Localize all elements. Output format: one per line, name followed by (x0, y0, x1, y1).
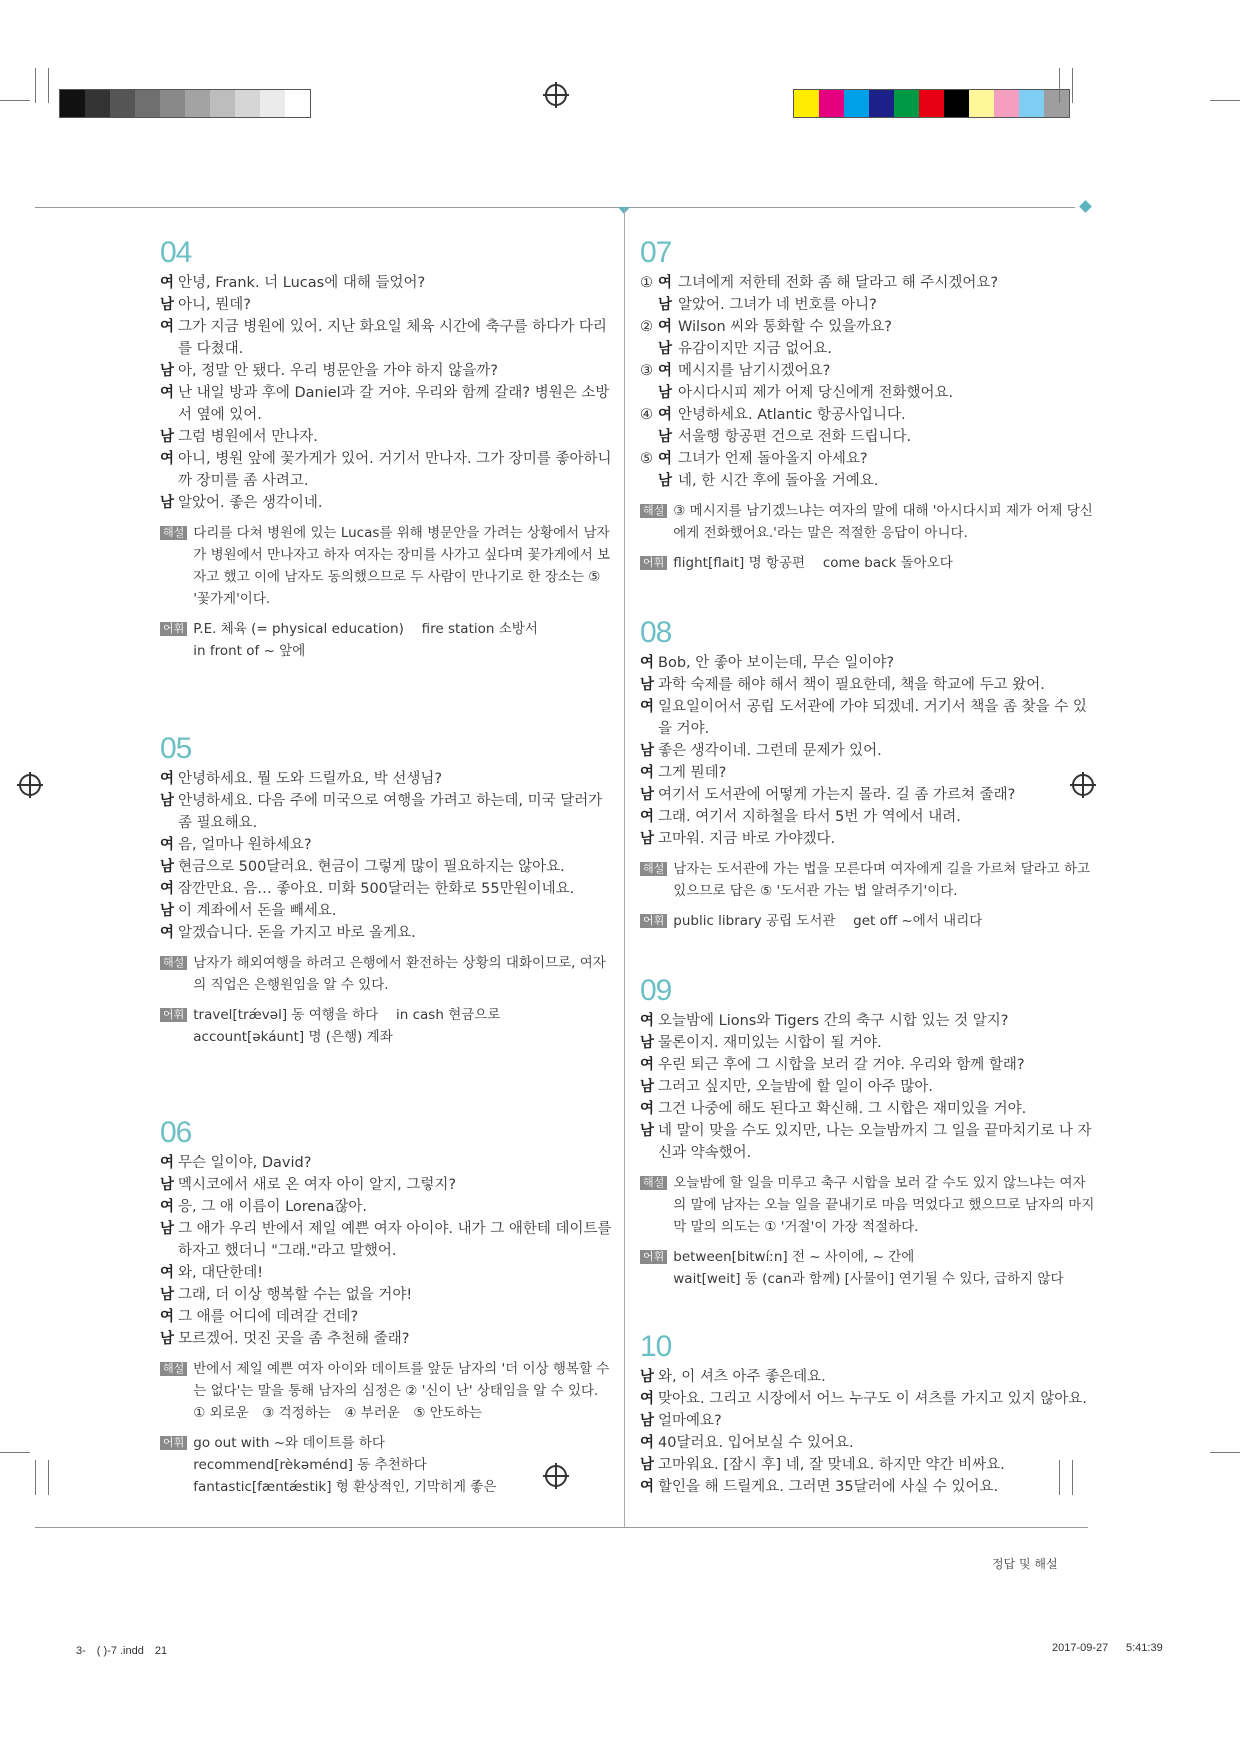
dialogue-text: 물론이지. 재미있는 시합이 될 거야. (658, 1035, 882, 1051)
dialogue-line (160, 1174, 615, 1196)
question-number: 04 (160, 236, 192, 269)
dialogue-line (640, 316, 1095, 338)
explanation-tag: 해설 (160, 526, 187, 540)
crop-mark (1072, 68, 1073, 103)
dialogue-line (640, 294, 1095, 316)
dialogue-line (640, 470, 1095, 492)
dialogue-text: 그 애를 어디에 데려갈 건데? (178, 1309, 359, 1325)
question-number: 07 (640, 236, 672, 269)
speaker-label: 남 (658, 297, 673, 313)
dialogue-line (160, 1218, 615, 1262)
speaker-label: 남 (658, 429, 673, 445)
speaker-label: 남 (160, 793, 175, 809)
speaker-label: 여 (160, 925, 175, 941)
color-swatch (969, 90, 994, 117)
vocabulary (160, 1004, 615, 1048)
dialogue-line (160, 834, 615, 856)
dialogue-line (640, 382, 1095, 404)
crop-mark (1210, 100, 1240, 101)
speaker-label: 남 (640, 831, 655, 847)
dialogue-line (640, 1032, 1095, 1054)
right-column (640, 236, 1095, 1498)
dialogue-line (160, 1284, 615, 1306)
explanation-tag: 해설 (160, 1362, 187, 1376)
dialogue-text: 일요일이어서 공립 도서관에 가야 되겠네. 거기서 책을 좀 찾을 수 있을 거야. (658, 699, 1087, 737)
dialogue-line (160, 272, 615, 294)
dialogue-text: 모르겠어. 멋진 곳을 좀 추천해 줄래? (178, 1331, 410, 1347)
vocabulary-tag: 어휘 (160, 622, 187, 636)
vocabulary-tag: 어휘 (160, 1436, 187, 1450)
gray-swatch (135, 90, 160, 117)
speaker-label: 남 (640, 743, 655, 759)
dialogue-line (640, 1454, 1095, 1476)
dialogue-text: 여기서 도서관에 어떻게 가는지 몰라. 길 좀 가르쳐 줄래? (658, 787, 1016, 803)
section-08 (640, 616, 1095, 932)
vocabulary (160, 618, 615, 662)
vocabulary-line: in front of ~ 앞에 (193, 643, 306, 659)
speaker-label: 남 (160, 1221, 175, 1237)
gray-swatch (210, 90, 235, 117)
crop-mark (48, 1460, 49, 1495)
speaker-label: 여 (640, 809, 655, 825)
speaker-label: 여 (640, 1479, 655, 1495)
speaker-label: 남 (160, 1287, 175, 1303)
speaker-label: 남 (640, 787, 655, 803)
dialogue-text: 그래, 더 이상 행복할 수는 없을 거야! (178, 1287, 413, 1303)
left-column (160, 236, 615, 1498)
speaker-label: 남 (160, 495, 175, 511)
vocabulary-line: recommend[rèkəménd] 동 추천하다 (193, 1457, 427, 1473)
question-number: 08 (640, 616, 672, 649)
dialogue-line (640, 696, 1095, 740)
dialogue-line (640, 828, 1095, 850)
explanation-tag: 해설 (640, 862, 667, 876)
dialogue-line (640, 1410, 1095, 1432)
speaker-label: 여 (160, 837, 175, 853)
speaker-label: 남 (160, 859, 175, 875)
speaker-label: 남 (160, 1331, 175, 1347)
dialogue-line (160, 1152, 615, 1174)
dialogue-line (160, 856, 615, 878)
page-label: 정답 및 해설 (992, 1557, 1058, 1571)
option-number: ① (640, 275, 653, 291)
option-number: ③ (640, 363, 653, 379)
dialogue (160, 272, 615, 514)
dialogue-text: 아니, 병원 앞에 꽃가게가 있어. 거기서 만나자. 그가 장미를 좋아하니까 장미를 좀 사려고. (178, 451, 612, 489)
vocabulary-tag: 어휘 (160, 1008, 187, 1022)
dialogue-text: 오늘밤에 Lions와 Tigers 간의 축구 시합 있는 것 알지? (658, 1013, 1009, 1029)
color-swatch (894, 90, 919, 117)
dialogue (640, 652, 1095, 850)
vocabulary-line: flight[flait] 명 항공편 come back 돌아오다 (673, 555, 953, 571)
dialogue-line (640, 806, 1095, 828)
dialogue-text: 알았어. 좋은 생각이네. (178, 495, 323, 511)
speaker-label: 남 (640, 1035, 655, 1051)
dialogue-text: 난 내일 방과 후에 Daniel과 갈 거야. 우리와 함께 갈래? 병원은 소방서 옆에 있어. (178, 385, 610, 423)
dialogue-text: 고마워. 지금 바로 가야겠다. (658, 831, 836, 847)
explanation-text: 반에서 제일 예쁜 여자 아이와 데이트를 앞둔 남자의 '더 이상 행복할 수는 없다'는 말을 통해 남자의 심정은 ② '신이 난' 상태임을 알 수 있다. (193, 1361, 610, 1399)
explanation-text: 오늘밤에 할 일을 미루고 축구 시합을 보러 갈 수도 있지 않느냐는 여자의 말에 남자는 오늘 일을 끝내기로 마음 먹었다고 했으므로 남자의 마지막 말의 의도는 ① '거절'이 가장 적절하다. (673, 1175, 1095, 1235)
section-06 (160, 1116, 615, 1498)
dialogue (640, 1366, 1095, 1498)
dialogue-text: 유감이지만 지금 없어요. (678, 341, 832, 357)
dialogue-text: 응, 그 애 이름이 Lorena잖아. (178, 1199, 368, 1215)
dialogue-line (160, 900, 615, 922)
explanation-text: ③ 메시지를 남기겠느냐는 여자의 말에 대해 '아시다시피 제가 어제 당신에게 전화했어요.'라는 말은 적절한 응답이 아니다. (673, 503, 1093, 541)
dialogue-line (160, 1196, 615, 1218)
dialogue-text: 알았어. 그녀가 네 번호를 아니? (678, 297, 877, 313)
speaker-label: 남 (640, 677, 655, 693)
dialogue-text: 고마워요. [잠시 후] 네, 잘 맞네요. 하지만 약간 비싸요. (658, 1457, 1005, 1473)
speaker-label: 여 (658, 319, 673, 335)
footer-file: 3- ( )-7 .indd 21 (76, 1645, 168, 1657)
crop-mark (0, 1452, 30, 1453)
dialogue-text: 좋은 생각이네. 그런데 문제가 있어. (658, 743, 882, 759)
dialogue-line (640, 1054, 1095, 1076)
dialogue-line (640, 272, 1095, 294)
dialogue-line (640, 1388, 1095, 1410)
vocabulary-line: wait[weit] 동 (can과 함께) [사물이] 연기될 수 있다, 급하지 않다 (673, 1271, 1064, 1287)
dialogue-text: 40달러요. 입어보실 수 있어요. (658, 1435, 854, 1451)
vocabulary-tag: 어휘 (640, 914, 667, 928)
vocabulary (160, 1432, 615, 1498)
dialogue-line (640, 740, 1095, 762)
speaker-label: 남 (160, 297, 175, 313)
dialogue-text: 그건 나중에 해도 된다고 확신해. 그 시합은 재미있을 거야. (658, 1101, 1027, 1117)
dialogue-text: 과학 숙제를 해야 해서 책이 필요한데, 책을 학교에 두고 왔어. (658, 677, 1045, 693)
color-swatch (994, 90, 1019, 117)
speaker-label: 여 (160, 771, 175, 787)
registration-mark-top (545, 84, 567, 106)
color-swatch (1019, 90, 1044, 117)
vocabulary (640, 552, 1095, 574)
section-04 (160, 236, 615, 662)
dialogue-line (640, 1076, 1095, 1098)
color-swatch (944, 90, 969, 117)
option-number: ④ (640, 407, 653, 423)
speaker-label: 남 (640, 1413, 655, 1429)
dialogue-line (160, 922, 615, 944)
section-09 (640, 974, 1095, 1290)
explanation (640, 858, 1095, 902)
vocabulary-tag: 어휘 (640, 556, 667, 570)
section-10 (640, 1330, 1095, 1498)
color-swatch (869, 90, 894, 117)
speaker-label: 남 (658, 385, 673, 401)
question-number: 06 (160, 1116, 192, 1149)
explanation-choices: ① 외로운 ③ 걱정하는 ④ 부러운 ⑤ 안도하는 (193, 1405, 482, 1421)
vocabulary-line: fantastic[fæntǽstik] 형 환상적인, 기막히게 좋은 (193, 1479, 497, 1495)
question-number: 05 (160, 732, 192, 765)
gray-swatch (160, 90, 185, 117)
dialogue-line (160, 492, 615, 514)
vocabulary-line: travel[trǽvəl] 동 여행을 하다 in cash 현금으로 (193, 1007, 501, 1023)
speaker-label: 여 (640, 765, 655, 781)
dialogue-text: Wilson 씨와 통화할 수 있을까요? (678, 319, 892, 335)
bottom-rule (35, 1527, 1088, 1528)
speaker-label: 남 (640, 1079, 655, 1095)
speaker-label: 여 (160, 1155, 175, 1171)
gray-swatch (285, 90, 310, 117)
dialogue-text: 멕시코에서 새로 온 여자 아이 알지, 그렇지? (178, 1177, 457, 1193)
vocabulary-tag: 어휘 (640, 1250, 667, 1264)
question-number: 10 (640, 1330, 672, 1363)
dialogue-text: 와, 이 셔츠 아주 좋은데요. (658, 1369, 826, 1385)
crop-mark (0, 100, 30, 101)
dialogue-text: 할인을 해 드릴게요. 그러면 35달러에 사실 수 있어요. (658, 1479, 999, 1495)
speaker-label: 여 (640, 1435, 655, 1451)
explanation (160, 952, 615, 996)
dialogue (640, 1010, 1095, 1164)
explanation (640, 1172, 1095, 1238)
speaker-label: 남 (640, 1123, 655, 1139)
footer-date: 2017-09-27 (1052, 1642, 1109, 1654)
dialogue-line (640, 1010, 1095, 1032)
dialogue-text: 얼마예요? (658, 1413, 722, 1429)
vocabulary-line: public library 공립 도서관 get off ~에서 내리다 (673, 913, 983, 929)
gray-swatch (85, 90, 110, 117)
dialogue-text: 와, 대단한데! (178, 1265, 264, 1281)
explanation-text: 남자는 도서관에 가는 법을 모른다며 여자에게 길을 가르쳐 달라고 하고 있으므로 답은 ⑤ '도서관 가는 법 알려주기'이다. (673, 861, 1091, 899)
dialogue-text: 잠깐만요. 음… 좋아요. 미화 500달러는 한화로 55만원이네요. (178, 881, 575, 897)
vocabulary (640, 910, 1095, 932)
dialogue-line (160, 1262, 615, 1284)
dialogue (160, 768, 615, 944)
dialogue-line (640, 652, 1095, 674)
explanation-tag: 해설 (160, 956, 187, 970)
dialogue-text: 네, 한 시간 후에 돌아올 거예요. (678, 473, 879, 489)
dialogue-text: 그녀가 언제 돌아올지 아세요? (678, 451, 868, 467)
speaker-label: 여 (658, 407, 673, 423)
speaker-label: 남 (658, 473, 673, 489)
dialogue-text: Bob, 안 좋아 보이는데, 무슨 일이야? (658, 655, 895, 671)
dialogue-text: 그래. 여기서 지하철을 타서 5번 가 역에서 내려. (658, 809, 961, 825)
question-number: 09 (640, 974, 672, 1007)
dialogue-text: 안녕하세요. 다음 주에 미국으로 여행을 가려고 하는데, 미국 달러가 좀 필요해요. (178, 793, 603, 831)
explanation (160, 1358, 615, 1424)
dialogue-text: 메시지를 남기시겠어요? (678, 363, 831, 379)
explanation-tag: 해설 (640, 504, 667, 518)
dialogue-options (640, 272, 1095, 492)
vocabulary-line: P.E. 체육 (= physical education) fire station 소방서 (193, 621, 538, 637)
dialogue-text: 서울행 항공편 건으로 전화 드립니다. (678, 429, 912, 445)
dialogue (160, 1152, 615, 1350)
color-swatch (819, 90, 844, 117)
dialogue-line (160, 1306, 615, 1328)
dialogue-text: 알겠습니다. 돈을 가지고 바로 올게요. (178, 925, 416, 941)
speaker-label: 여 (640, 655, 655, 671)
explanation (640, 500, 1095, 544)
speaker-label: 여 (640, 1391, 655, 1407)
grayscale-bar (59, 89, 311, 118)
dialogue-text: 안녕하세요. Atlantic 항공사입니다. (678, 407, 906, 423)
color-swatch (919, 90, 944, 117)
gray-swatch (185, 90, 210, 117)
top-rule-diamond (1079, 200, 1092, 213)
gray-swatch (260, 90, 285, 117)
gray-swatch (235, 90, 260, 117)
dialogue-line (160, 448, 615, 492)
dialogue-line (160, 878, 615, 900)
dialogue-text: 그럼 병원에서 만나자. (178, 429, 318, 445)
dialogue-text: 아시다시피 제가 어제 당신에게 전화했어요. (678, 385, 954, 401)
vocabulary (640, 1246, 1095, 1290)
dialogue-text: 그녀에게 저한테 전화 좀 해 달라고 해 주시겠어요? (678, 275, 999, 291)
dialogue-line (160, 790, 615, 834)
dialogue-line (160, 294, 615, 316)
speaker-label: 여 (658, 275, 673, 291)
footer-time: 5:41:39 (1126, 1642, 1163, 1654)
dialogue-line (640, 360, 1095, 382)
speaker-label: 여 (160, 881, 175, 897)
dialogue-line (640, 674, 1095, 696)
dialogue-text: 음, 얼마나 원하세요? (178, 837, 312, 853)
section-07 (640, 236, 1095, 574)
color-bar (793, 89, 1070, 118)
dialogue-text: 아니, 뭔데? (178, 297, 251, 313)
speaker-label: 남 (640, 1369, 655, 1385)
speaker-label: 여 (160, 1309, 175, 1325)
column-divider (624, 208, 625, 1528)
speaker-label: 여 (160, 275, 175, 291)
dialogue-text: 현금으로 500달러요. 현금이 그렇게 많이 필요하지는 않아요. (178, 859, 565, 875)
explanation (160, 522, 615, 610)
dialogue-line (160, 768, 615, 790)
dialogue-line (640, 784, 1095, 806)
explanation-text: 남자가 해외여행을 하려고 은행에서 환전하는 상황의 대화이므로, 여자의 직업은 은행원임을 알 수 있다. (193, 955, 606, 993)
crop-mark (48, 68, 49, 103)
vocabulary-line: account[əkáunt] 명 (은행) 계좌 (193, 1029, 393, 1045)
dialogue-line (640, 1120, 1095, 1164)
gray-swatch (60, 90, 85, 117)
dialogue-line (640, 448, 1095, 470)
dialogue-text: 이 계좌에서 돈을 빼세요. (178, 903, 337, 919)
dialogue-line (160, 426, 615, 448)
dialogue-line (640, 1432, 1095, 1454)
dialogue-line (160, 360, 615, 382)
speaker-label: 여 (658, 363, 673, 379)
speaker-label: 여 (640, 1057, 655, 1073)
speaker-label: 여 (640, 1101, 655, 1117)
dialogue-text: 무슨 일이야, David? (178, 1155, 312, 1171)
dialogue-text: 그가 지금 병원에 있어. 지난 화요일 체육 시간에 축구를 하다가 다리를 다쳤대. (178, 319, 607, 357)
speaker-label: 남 (658, 341, 673, 357)
speaker-label: 여 (160, 1265, 175, 1281)
speaker-label: 여 (160, 451, 175, 467)
dialogue-line (160, 1328, 615, 1350)
speaker-label: 여 (160, 319, 175, 335)
speaker-label: 남 (640, 1457, 655, 1473)
dialogue-text: 우린 퇴근 후에 그 시합을 보러 갈 거야. 우리와 함께 할래? (658, 1057, 1025, 1073)
gray-swatch (110, 90, 135, 117)
speaker-label: 여 (160, 1199, 175, 1215)
dialogue-line (640, 1366, 1095, 1388)
dialogue-line (640, 762, 1095, 784)
crop-mark (1210, 1452, 1240, 1453)
dialogue-line (160, 316, 615, 360)
dialogue-line (640, 1476, 1095, 1498)
explanation-text: 다리를 다쳐 병원에 있는 Lucas를 위해 병문안을 가려는 상황에서 남자가 병원에서 만나자고 하자 여자는 장미를 사가고 싶다며 꽃가게에서 보자고 했고 이에 남자도 동의했으므로 두 사람이 만나기로 한 장소는 ⑤ '꽃가게'이다. (193, 525, 611, 607)
dialogue-line (160, 382, 615, 426)
dialogue-text: 네 말이 맞을 수도 있지만, 나는 오늘밤까지 그 일을 끝마치기로 나 자신과 약속했어. (658, 1123, 1092, 1161)
dialogue-text: 그러고 싶지만, 오늘밤에 할 일이 아주 많아. (658, 1079, 933, 1095)
dialogue-text: 아, 정말 안 됐다. 우리 병문안을 가야 하지 않을까? (178, 363, 498, 379)
option-number: ② (640, 319, 653, 335)
speaker-label: 여 (658, 451, 673, 467)
option-number: ⑤ (640, 451, 653, 467)
speaker-label: 여 (160, 385, 175, 401)
explanation-tag: 해설 (640, 1176, 667, 1190)
dialogue-line (640, 404, 1095, 426)
crop-mark (35, 68, 36, 103)
dialogue-line (640, 1098, 1095, 1120)
crop-mark (1059, 68, 1060, 103)
dialogue-text: 안녕, Frank. 너 Lucas에 대해 들었어? (178, 275, 426, 291)
speaker-label: 남 (160, 363, 175, 379)
vocabulary-line: between[bitwíːn] 전 ~ 사이에, ~ 간에 (673, 1249, 915, 1265)
dialogue-text: 그게 뭔데? (658, 765, 727, 781)
color-swatch (844, 90, 869, 117)
speaker-label: 남 (160, 1177, 175, 1193)
color-swatch (1044, 90, 1069, 117)
section-05 (160, 732, 615, 1048)
dialogue-line (640, 338, 1095, 360)
dialogue-line (640, 426, 1095, 448)
speaker-label: 여 (640, 699, 655, 715)
speaker-label: 남 (160, 429, 175, 445)
dialogue-text: 그 애가 우리 반에서 제일 예쁜 여자 아이야. 내가 그 애한테 데이트를 하자고 했더니 "그래."라고 말했어. (178, 1221, 612, 1259)
crop-mark (35, 1460, 36, 1495)
vocabulary-line: go out with ~와 데이트를 하다 (193, 1435, 385, 1451)
speaker-label: 여 (640, 1013, 655, 1029)
dialogue-text: 맞아요. 그리고 시장에서 어느 누구도 이 셔츠를 가지고 있지 않아요. (658, 1391, 1087, 1407)
color-swatch (794, 90, 819, 117)
registration-mark-left (19, 774, 41, 796)
speaker-label: 남 (160, 903, 175, 919)
dialogue-text: 안녕하세요. 뭘 도와 드릴까요, 박 선생님? (178, 771, 443, 787)
top-rule (35, 207, 1075, 208)
